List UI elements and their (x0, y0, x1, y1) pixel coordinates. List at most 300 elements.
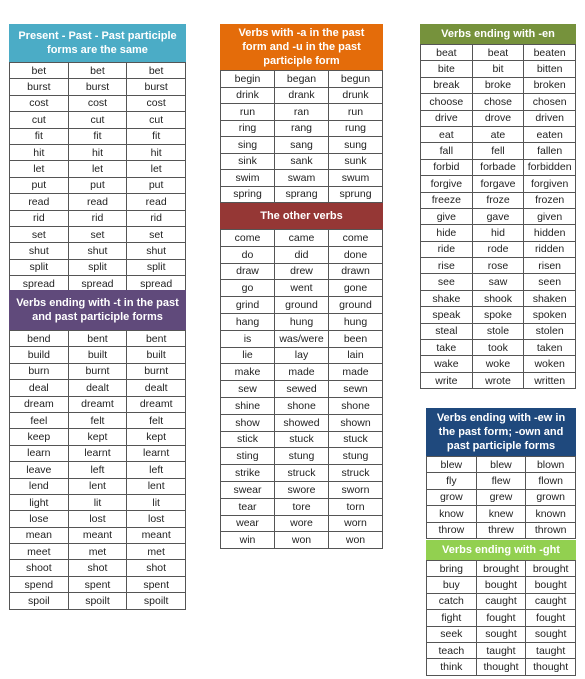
section-header (9, 24, 186, 62)
base-form-cell: feel (10, 412, 69, 428)
past-form-cell: fought (476, 610, 526, 626)
past-participle-cell: ground (329, 297, 383, 314)
base-form-cell: dream (10, 396, 69, 412)
past-form-cell: sank (275, 153, 329, 170)
table-row (10, 243, 186, 259)
past-form-cell: went (275, 280, 329, 297)
base-form-cell: light (10, 494, 69, 510)
past-participle-cell: run (329, 104, 383, 121)
past-participle-cell: beaten (524, 45, 576, 61)
table-row (427, 522, 576, 538)
past-participle-cell: known (526, 506, 576, 522)
past-participle-cell: shot (127, 560, 186, 576)
past-form-cell: kept (68, 429, 127, 445)
past-form-cell: sang (275, 137, 329, 154)
base-form-cell: bend (10, 331, 69, 347)
table-row (427, 577, 576, 593)
table-row (10, 560, 186, 576)
table-row (221, 330, 383, 347)
past-participle-cell: blown (526, 457, 576, 473)
section-same-forms (9, 24, 186, 292)
base-form-cell: eat (421, 126, 473, 142)
table-row (221, 414, 383, 431)
table-row (221, 87, 383, 104)
table-row (10, 478, 186, 494)
table-row (421, 126, 576, 142)
past-form-cell: showed (275, 414, 329, 431)
base-form-cell: bet (10, 63, 69, 79)
past-form-cell: let (68, 161, 127, 177)
past-participle-cell: made (329, 364, 383, 381)
base-form-cell: lie (221, 347, 275, 364)
past-form-cell: swam (275, 170, 329, 187)
past-form-cell: drove (472, 110, 524, 126)
base-form-cell: spoil (10, 593, 69, 609)
section-header (220, 24, 383, 70)
past-form-cell: built (68, 347, 127, 363)
table-row (427, 561, 576, 577)
table-row (10, 210, 186, 226)
past-form-cell: threw (476, 522, 526, 538)
past-participle-cell: put (127, 177, 186, 193)
past-participle-cell: lain (329, 347, 383, 364)
past-form-cell: came (275, 230, 329, 247)
base-form-cell: lend (10, 478, 69, 494)
past-participle-cell: been (329, 330, 383, 347)
past-participle-cell: shown (329, 414, 383, 431)
past-participle-cell: sworn (329, 481, 383, 498)
section-header (9, 290, 186, 330)
base-form-cell: strike (221, 465, 275, 482)
past-form-cell: chose (472, 94, 524, 110)
past-form-cell: rang (275, 120, 329, 137)
past-participle-cell: left (127, 462, 186, 478)
past-participle-cell: rid (127, 210, 186, 226)
section-ew-own (426, 408, 576, 539)
section-header (426, 408, 576, 456)
table-row (221, 153, 383, 170)
base-form-cell: shoot (10, 560, 69, 576)
past-participle-cell: cut (127, 112, 186, 128)
past-participle-cell: kept (127, 429, 186, 445)
past-form-cell: stuck (275, 431, 329, 448)
section-ending-t (9, 290, 186, 610)
past-participle-cell: bitten (524, 61, 576, 77)
past-participle-cell: caught (526, 593, 576, 609)
base-form-cell: fly (427, 473, 477, 489)
past-form-cell: wore (275, 515, 329, 532)
base-form-cell: fight (427, 610, 477, 626)
past-participle-cell: ridden (524, 241, 576, 257)
table-row (221, 263, 383, 280)
base-form-cell: sing (221, 137, 275, 154)
past-participle-cell: drawn (329, 263, 383, 280)
past-participle-cell: felt (127, 412, 186, 428)
section-header (220, 203, 383, 229)
past-form-cell: burst (68, 79, 127, 95)
past-form-cell: flew (476, 473, 526, 489)
past-form-cell: hid (472, 225, 524, 241)
section-a-u (220, 24, 383, 203)
table-row (421, 258, 576, 274)
past-form-cell: met (68, 544, 127, 560)
section-title: The other verbs (260, 210, 343, 222)
past-form-cell: spoke (472, 307, 524, 323)
past-participle-cell: drunk (329, 87, 383, 104)
past-participle-cell: done (329, 246, 383, 263)
base-form-cell: read (10, 194, 69, 210)
table-row (221, 498, 383, 515)
past-participle-cell: bet (127, 63, 186, 79)
past-form-cell: spread (68, 276, 127, 292)
table-row (427, 506, 576, 522)
past-participle-cell: broken (524, 77, 576, 93)
base-form-cell: ride (421, 241, 473, 257)
past-participle-cell: seen (524, 274, 576, 290)
past-form-cell: lent (68, 478, 127, 494)
table-row (10, 259, 186, 275)
past-participle-cell: hit (127, 144, 186, 160)
verb-table (220, 70, 383, 203)
past-participle-cell: forbidden (524, 159, 576, 175)
base-form-cell: mean (10, 527, 69, 543)
base-form-cell: meet (10, 544, 69, 560)
past-participle-cell: hidden (524, 225, 576, 241)
table-row (427, 642, 576, 658)
past-form-cell: blew (476, 457, 526, 473)
past-form-cell: ate (472, 126, 524, 142)
table-row (221, 347, 383, 364)
past-participle-cell: struck (329, 465, 383, 482)
table-row (10, 63, 186, 79)
section-title: Verbs ending with -ght (442, 544, 560, 556)
past-form-cell: stung (275, 448, 329, 465)
base-form-cell: drive (421, 110, 473, 126)
base-form-cell: shut (10, 243, 69, 259)
past-participle-cell: rung (329, 120, 383, 137)
past-participle-cell: spoilt (127, 593, 186, 609)
base-form-cell: wear (221, 515, 275, 532)
base-form-cell: split (10, 259, 69, 275)
past-form-cell: struck (275, 465, 329, 482)
past-participle-cell: lost (127, 511, 186, 527)
verb-table (9, 330, 186, 610)
past-participle-cell: won (329, 532, 383, 549)
base-form-cell: ring (221, 120, 275, 137)
table-row (10, 527, 186, 543)
section-other (220, 203, 383, 549)
past-form-cell: forgave (472, 176, 524, 192)
past-participle-cell: fit (127, 128, 186, 144)
past-participle-cell: stolen (524, 323, 576, 339)
table-row (10, 226, 186, 242)
base-form-cell: go (221, 280, 275, 297)
past-form-cell: bet (68, 63, 127, 79)
past-participle-cell: torn (329, 498, 383, 515)
past-participle-cell: dealt (127, 380, 186, 396)
past-form-cell: shut (68, 243, 127, 259)
section-title: Present - Past - Past participle forms are the same (18, 30, 177, 56)
past-participle-cell: burst (127, 79, 186, 95)
table-row (221, 381, 383, 398)
past-form-cell: grew (476, 489, 526, 505)
table-row (10, 95, 186, 111)
past-form-cell: taught (476, 642, 526, 658)
past-participle-cell: gone (329, 280, 383, 297)
base-form-cell: steal (421, 323, 473, 339)
table-row (421, 176, 576, 192)
past-form-cell: lit (68, 494, 127, 510)
past-participle-cell: sung (329, 137, 383, 154)
base-form-cell: forbid (421, 159, 473, 175)
base-form-cell: fall (421, 143, 473, 159)
past-form-cell: bought (476, 577, 526, 593)
table-row (10, 511, 186, 527)
table-row (221, 481, 383, 498)
past-form-cell: ground (275, 297, 329, 314)
base-form-cell: hide (421, 225, 473, 241)
table-row (10, 429, 186, 445)
base-form-cell: rise (421, 258, 473, 274)
past-form-cell: broke (472, 77, 524, 93)
past-form-cell: ran (275, 104, 329, 121)
past-participle-cell: spent (127, 576, 186, 592)
table-row (421, 290, 576, 306)
past-form-cell: spoilt (68, 593, 127, 609)
past-participle-cell: chosen (524, 94, 576, 110)
base-form-cell: swim (221, 170, 275, 187)
past-participle-cell: meant (127, 527, 186, 543)
table-row (221, 120, 383, 137)
past-participle-cell: shone (329, 397, 383, 414)
past-form-cell: set (68, 226, 127, 242)
table-row (10, 396, 186, 412)
past-form-cell: dealt (68, 380, 127, 396)
past-form-cell: rid (68, 210, 127, 226)
table-row (421, 94, 576, 110)
table-row (421, 307, 576, 323)
table-row (10, 380, 186, 396)
past-participle-cell: lent (127, 478, 186, 494)
table-row (10, 576, 186, 592)
section-title: Verbs with -a in the past form and -u in the past participle form (238, 27, 365, 67)
table-row (421, 143, 576, 159)
base-form-cell: buy (427, 577, 477, 593)
past-participle-cell: dreamt (127, 396, 186, 412)
past-form-cell: saw (472, 274, 524, 290)
past-form-cell: brought (476, 561, 526, 577)
base-form-cell: seek (427, 626, 477, 642)
table-row (421, 110, 576, 126)
verb-table (426, 560, 576, 676)
verb-table (220, 229, 383, 549)
past-form-cell: beat (472, 45, 524, 61)
table-row (221, 297, 383, 314)
base-form-cell: catch (427, 593, 477, 609)
past-participle-cell: risen (524, 258, 576, 274)
base-form-cell: keep (10, 429, 69, 445)
past-form-cell: did (275, 246, 329, 263)
table-row (221, 71, 383, 88)
past-form-cell: tore (275, 498, 329, 515)
past-participle-cell: sewn (329, 381, 383, 398)
base-form-cell: put (10, 177, 69, 193)
past-participle-cell: woken (524, 356, 576, 372)
table-row (421, 45, 576, 61)
base-form-cell: teach (427, 642, 477, 658)
past-participle-cell: sunk (329, 153, 383, 170)
table-row (427, 489, 576, 505)
table-row (421, 192, 576, 208)
past-form-cell: knew (476, 506, 526, 522)
past-form-cell: drew (275, 263, 329, 280)
base-form-cell: spend (10, 576, 69, 592)
past-form-cell: caught (476, 593, 526, 609)
table-row (221, 230, 383, 247)
past-participle-cell: hung (329, 313, 383, 330)
table-row (427, 659, 576, 675)
table-row (221, 431, 383, 448)
past-participle-cell: fought (526, 610, 576, 626)
table-row (221, 246, 383, 263)
base-form-cell: begin (221, 71, 275, 88)
base-form-cell: take (421, 340, 473, 356)
past-participle-cell: bought (526, 577, 576, 593)
past-participle-cell: spread (127, 276, 186, 292)
past-participle-cell: swum (329, 170, 383, 187)
table-row (221, 532, 383, 549)
table-row (221, 313, 383, 330)
past-participle-cell: learnt (127, 445, 186, 461)
table-row (421, 356, 576, 372)
past-form-cell: bit (472, 61, 524, 77)
verb-table (420, 44, 576, 389)
table-row (421, 208, 576, 224)
base-form-cell: sink (221, 153, 275, 170)
past-participle-cell: sought (526, 626, 576, 642)
table-row (221, 137, 383, 154)
base-form-cell: shake (421, 290, 473, 306)
past-participle-cell: set (127, 226, 186, 242)
base-form-cell: know (427, 506, 477, 522)
past-form-cell: shone (275, 397, 329, 414)
past-form-cell: thought (476, 659, 526, 675)
table-row (427, 626, 576, 642)
past-form-cell: spent (68, 576, 127, 592)
base-form-cell: freeze (421, 192, 473, 208)
table-row (427, 610, 576, 626)
past-form-cell: took (472, 340, 524, 356)
past-participle-cell: burnt (127, 363, 186, 379)
verb-table (426, 456, 576, 539)
past-participle-cell: come (329, 230, 383, 247)
section-title: Verbs ending with -t in the past and past participle forms (16, 297, 179, 323)
base-form-cell: blew (427, 457, 477, 473)
base-form-cell: swear (221, 481, 275, 498)
base-form-cell: grind (221, 297, 275, 314)
base-form-cell: cost (10, 95, 69, 111)
base-form-cell: break (421, 77, 473, 93)
table-row (221, 280, 383, 297)
table-row (10, 112, 186, 128)
table-row (427, 473, 576, 489)
base-form-cell: bite (421, 61, 473, 77)
past-participle-cell: frozen (524, 192, 576, 208)
table-row (221, 515, 383, 532)
past-participle-cell: spoken (524, 307, 576, 323)
past-participle-cell: let (127, 161, 186, 177)
past-form-cell: dreamt (68, 396, 127, 412)
table-row (10, 544, 186, 560)
base-form-cell: spring (221, 186, 275, 203)
base-form-cell: see (421, 274, 473, 290)
base-form-cell: set (10, 226, 69, 242)
table-row (421, 61, 576, 77)
past-form-cell: wrote (472, 372, 524, 388)
base-form-cell: fit (10, 128, 69, 144)
table-row (10, 412, 186, 428)
base-form-cell: hang (221, 313, 275, 330)
past-form-cell: learnt (68, 445, 127, 461)
past-form-cell: cut (68, 112, 127, 128)
past-participle-cell: cost (127, 95, 186, 111)
table-row (10, 161, 186, 177)
table-row (421, 77, 576, 93)
base-form-cell: win (221, 532, 275, 549)
past-form-cell: cost (68, 95, 127, 111)
base-form-cell: is (221, 330, 275, 347)
table-row (221, 397, 383, 414)
past-participle-cell: fallen (524, 143, 576, 159)
section-title: Verbs ending with -ew in the past form; -own and past participle forms (436, 412, 566, 452)
base-form-cell: lose (10, 511, 69, 527)
past-form-cell: rose (472, 258, 524, 274)
past-participle-cell: taken (524, 340, 576, 356)
past-form-cell: lost (68, 511, 127, 527)
base-form-cell: give (421, 208, 473, 224)
past-participle-cell: read (127, 194, 186, 210)
base-form-cell: grow (427, 489, 477, 505)
base-form-cell: spread (10, 276, 69, 292)
base-form-cell: do (221, 246, 275, 263)
past-form-cell: woke (472, 356, 524, 372)
past-participle-cell: met (127, 544, 186, 560)
base-form-cell: think (427, 659, 477, 675)
past-form-cell: began (275, 71, 329, 88)
table-row (10, 347, 186, 363)
past-form-cell: made (275, 364, 329, 381)
section-header (420, 24, 576, 44)
base-form-cell: show (221, 414, 275, 431)
base-form-cell: come (221, 230, 275, 247)
past-participle-cell: shut (127, 243, 186, 259)
past-form-cell: sought (476, 626, 526, 642)
past-form-cell: burnt (68, 363, 127, 379)
past-participle-cell: given (524, 208, 576, 224)
section-header (426, 540, 576, 560)
past-form-cell: sewed (275, 381, 329, 398)
base-form-cell: drink (221, 87, 275, 104)
past-form-cell: felt (68, 412, 127, 428)
past-participle-cell: built (127, 347, 186, 363)
past-participle-cell: driven (524, 110, 576, 126)
table-row (421, 225, 576, 241)
table-row (10, 494, 186, 510)
table-row (10, 363, 186, 379)
base-form-cell: stick (221, 431, 275, 448)
past-form-cell: hung (275, 313, 329, 330)
base-form-cell: sew (221, 381, 275, 398)
